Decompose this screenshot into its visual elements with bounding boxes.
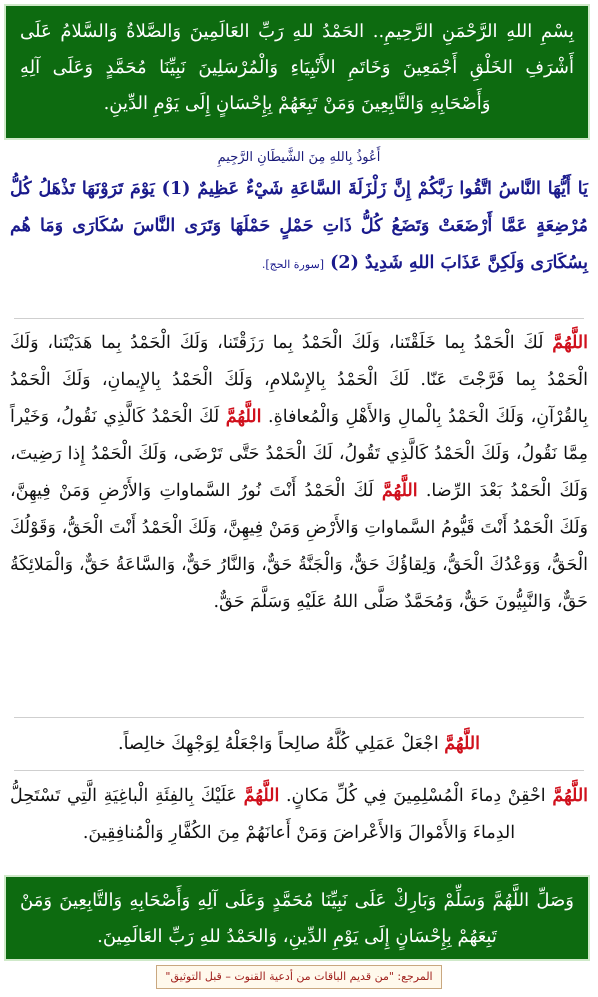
dua-praise-paragraph	[10, 325, 588, 621]
divider-middle	[14, 717, 584, 718]
reference-text: المرجع: "من قديم الباقات من أدعية القنوت – قبل التوثيق"	[156, 965, 441, 989]
allahumma-word: اللَّهُمَّ	[225, 407, 262, 427]
dua-praise-part-3: لَكَ الْحَمْدُ أَنْتَ نُورُ السَّماواتِ وَالأَرْضِ وَمَنْ فِيهِنَّ، وَلَكَ الْحَمْدُ أَنْتَ قَيُّومُ السَّماواتِ وَالأَرْضِ وَمَنْ فِيهِنَّ، وَلَكَ الْحَمْدُ أَنْتَ الْحَقُّ، وَقَوْلُكَ الْحَقُّ، وَوَعْدُكَ الْحَقُّ، وَلِقاؤُكَ حَقٌّ، وَالْجَنَّةُ حَقٌّ، وَالنَّارُ حَقٌّ، وَالسَّاعَةُ حَقٌّ، وَالْمَلائِكَةُ حَقٌّ، وَالنَّبِيُّونَ حَقٌّ، وَمُحَمَّدٌ صَلَّى اللهُ عَلَيْهِ وَسَلَّمَ حَقٌّ.	[10, 481, 588, 612]
dua-blood-part-2: عَلَيْكَ بِالفِئَةِ الْباغِيَةِ الَّتِي تَسْتَحِلُّ الدِماءَ وَالأَمْوالَ وَالأَعْراضَ وَمَنْ أَعانَهُمْ مِنَ الكُفَّارِ وَالْمُنافِقِينَ.	[10, 786, 516, 843]
divider-top	[14, 318, 584, 319]
closing-text: وَصَلِّ اللَّهُمَّ وَسَلِّمْ وَبَارِكْ عَلَى نَبِيِّنَا مُحَمَّدٍ وَعَلَى آلِهِ وَأَصْحَابِهِ وَالتَّابِعِينَ وَمَنْ تَبِعَهُمْ بِإِحْسَانٍ إِلَى يَوْمِ الدِّينِ، وَالحَمْدُ للهِ رَبِّ العَالَمِينَ.	[20, 890, 574, 947]
surah-reference: [سورة الحج].	[261, 258, 325, 271]
reference-footer	[0, 965, 598, 989]
closing-banner	[4, 875, 590, 961]
allahumma-word: اللَّهُمَّ	[381, 481, 418, 501]
allahumma-word: اللَّهُمَّ	[243, 786, 280, 806]
dua-amal-text: اجْعَلْ عَمَلِي كُلَّهُ صالِحاً وَاجْعَلْهُ لِوَجْهِكَ خالِصاً.	[118, 734, 445, 754]
allahumma-word: اللَّهُمَّ	[552, 786, 589, 806]
allahumma-word: اللَّهُمَّ	[444, 734, 480, 754]
dua-praise-part-1: لَكَ الْحَمْدُ بِما خَلَقْتَنا، وَلَكَ الْحَمْدُ بِما رَزَقْتَنا، وَلَكَ الْحَمْدُ بِما هَدَيْتَنا، وَلَكَ الْحَمْدُ بِما فَرَّجْتَ عَنّا. لَكَ الْحَمْدُ بِالإِسْلامِ، وَلَكَ الْحَمْدُ بِالإِيمانِ، وَلَكَ الْحَمْدُ بِالقُرْآنِ، وَلَكَ الْحَمْدُ بِالْمالِ وَالأَهْلِ وَالْمُعافاةِ.	[10, 333, 589, 427]
dua-amal-line	[10, 726, 588, 763]
divider-lower	[14, 770, 584, 771]
opening-text: بِسْمِ اللهِ الرَّحْمَنِ الرَّحِيمِ.. الحَمْدُ للهِ رَبِّ العَالَمِينَ وَالصَّلاةُ وَالسَّلامُ عَلَى أَشْرَفِ الخَلْقِ أَجْمَعِينَ وَخَاتَمِ الأَنْبِيَاءِ وَالْمُرْسَلِينَ نَبِيِّنَا مُحَمَّدٍ وَعَلَى آلِهِ وَأَصْحَابِهِ وَالتَّابِعِينَ وَمَنْ تَبِعَهُمْ بِإِحْسَانٍ إِلَى يَوْمِ الدِّينِ.	[20, 21, 574, 114]
quran-verses-text: يَا أَيُّهَا النَّاسُ اتَّقُوا رَبَّكُمْ إِنَّ زَلْزَلَةَ السَّاعَةِ شَيْءٌ عَظِيمٌ (1) يَوْمَ تَرَوْنَهَا تَذْهَلُ كُلُّ مُرْضِعَةٍ عَمَّا أَرْضَعَتْ وَتَضَعُ كُلُّ ذَاتِ حَمْلٍ حَمْلَهَا وَتَرَى النَّاسَ سُكَارَى وَمَا هُم بِسُكَارَى وَلَكِنَّ عَذَابَ اللهِ شَدِيدٌ (2)	[10, 179, 588, 273]
dua-blood-part-1: احْقِنْ دِماءَ الْمُسْلِمِينَ فِي كُلِّ مَكانٍ.	[279, 786, 553, 806]
opening-banner	[4, 4, 590, 140]
dua-blood-paragraph	[10, 778, 588, 852]
allahumma-word: اللَّهُمَّ	[552, 333, 588, 353]
taawwudh-line: أَعُوذُ بِاللهِ مِنَ الشَّيطَانِ الرَّجِيمِ	[217, 150, 381, 165]
quran-verses	[10, 171, 588, 283]
dua-praise-part-2: لَكَ الْحَمْدُ كَالَّذِي نَقُولُ، وَخَيْراً مِمَّا نَقُولُ، وَلَكَ الْحَمْدُ كَالَّذِي تَقُولُ، لَكَ الْحَمْدُ حَتَّى تَرْضَى، وَلَكَ الْحَمْدُ إِذا رَضِيتَ، وَلَكَ الْحَمْدُ بَعْدَ الرِّضا.	[10, 407, 588, 501]
